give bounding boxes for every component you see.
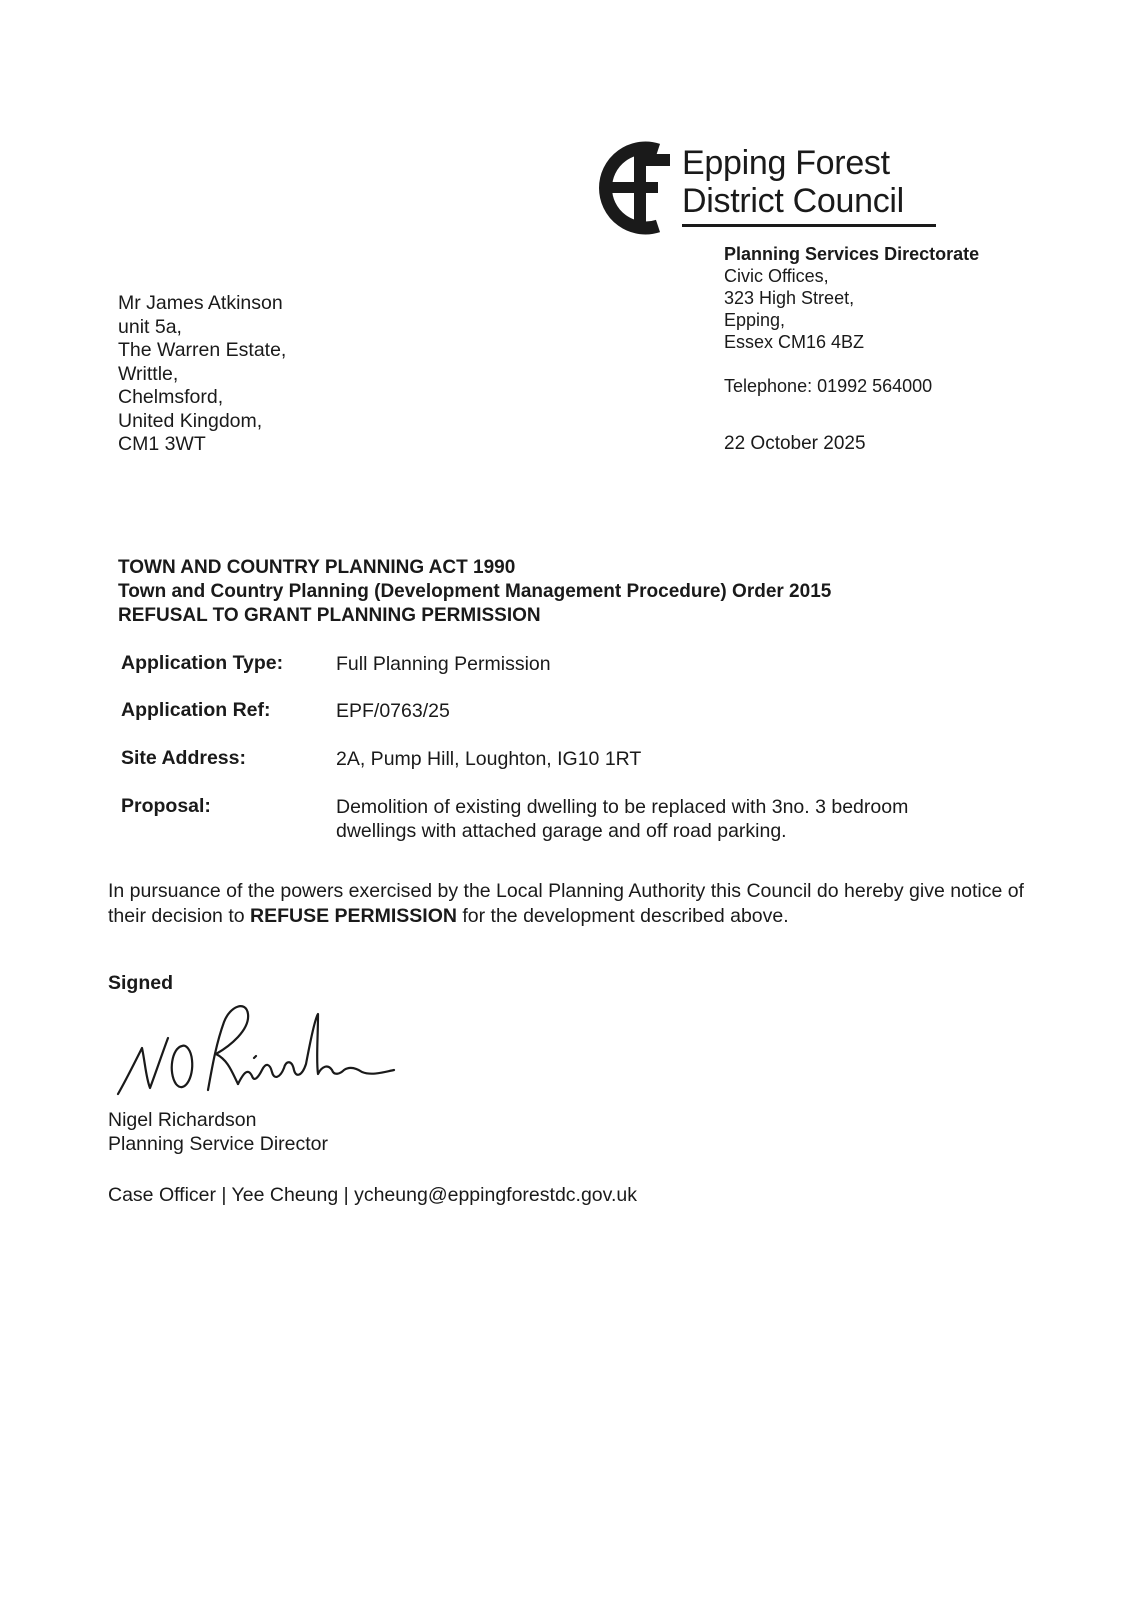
- site-address-value: 2A, Pump Hill, Loughton, IG10 1RT: [336, 748, 642, 770]
- decision-text: for the development described above.: [456, 904, 789, 927]
- signatory-title: Planning Service Director: [108, 1133, 329, 1155]
- signed-label: Signed: [108, 972, 174, 994]
- application-ref-label: Application Ref:: [121, 699, 271, 721]
- signatory-name: Nigel Richardson: [108, 1109, 257, 1131]
- directorate-name: Planning Services Directorate: [724, 244, 980, 264]
- council-emblem-icon: [596, 140, 676, 236]
- letter-date: 22 October 2025: [724, 433, 866, 454]
- application-type-label: Application Type:: [121, 652, 284, 674]
- recipient-line: Writtle,: [118, 362, 179, 385]
- recipient-line: CM1 3WT: [118, 433, 206, 455]
- recipient-line: Chelmsford,: [118, 386, 224, 408]
- case-officer-line: Case Officer | Yee Cheung | ycheung@eppingforestdc.gov.uk: [108, 1184, 637, 1206]
- recipient-line: United Kingdom,: [118, 409, 263, 432]
- council-logo: [596, 140, 956, 240]
- decision-text: In pursuance of the powers exercised by the Local Planning Authority this Council do hereby give notice of their decision to: [108, 880, 1024, 927]
- proposal-line: Demolition of existing dwelling to be replaced with 3no. 3 bedroom: [336, 796, 909, 818]
- council-address-line: Civic Offices,: [724, 266, 829, 286]
- recipient-line: Mr James Atkinson: [118, 292, 283, 314]
- decision-heading: REFUSAL TO GRANT PLANNING PERMISSION: [118, 605, 541, 626]
- council-address-line: Epping,: [724, 310, 786, 330]
- logo-name-line1: Epping Forest: [682, 144, 890, 182]
- application-type-value: Full Planning Permission: [336, 653, 551, 675]
- site-address-label: Site Address:: [121, 747, 246, 769]
- proposal-line: dwellings with attached garage and off road parking.: [336, 820, 787, 842]
- proposal-label: Proposal:: [121, 795, 211, 817]
- act-heading: TOWN AND COUNTRY PLANNING ACT 1990: [118, 557, 516, 578]
- logo-underline: [682, 224, 936, 227]
- recipient-line: unit 5a,: [118, 315, 182, 338]
- recipient-address: [118, 292, 286, 457]
- handwritten-signature: [112, 998, 402, 1108]
- decision-paragraph: [108, 879, 1028, 928]
- signatory: [108, 1108, 328, 1156]
- council-telephone: Telephone: 01992 564000: [724, 376, 933, 396]
- proposal-value: [336, 795, 908, 843]
- application-ref-value: EPF/0763/25: [336, 700, 450, 722]
- document-headings: [118, 556, 831, 628]
- order-heading: Town and Country Planning (Development Management Procedure) Order 2015: [118, 581, 832, 602]
- decision-emphasis: REFUSE PERMISSION: [250, 904, 457, 927]
- logo-name-line2: District Council: [682, 182, 904, 220]
- council-address-line: 323 High Street,: [724, 288, 855, 308]
- council-address: [724, 243, 979, 455]
- recipient-line: The Warren Estate,: [118, 339, 287, 361]
- council-address-line: Essex CM16 4BZ: [724, 332, 865, 352]
